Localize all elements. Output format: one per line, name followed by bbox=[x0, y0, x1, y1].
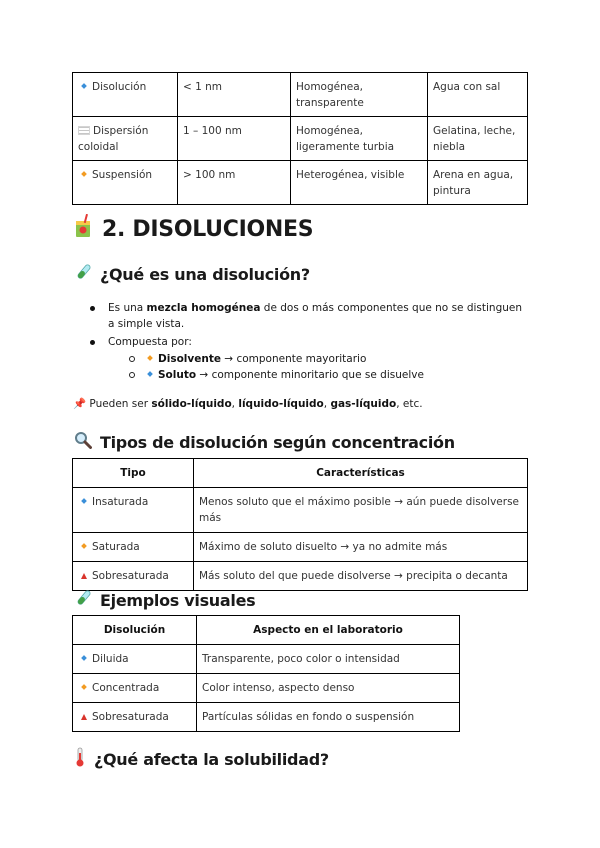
table-cell: Máximo de soluto disuelto → ya no admite más bbox=[194, 533, 528, 562]
table-cell: Gelatina, leche, niebla bbox=[428, 117, 528, 161]
table-cell: Agua con sal bbox=[428, 73, 528, 117]
juice-box-icon bbox=[74, 214, 94, 244]
table-cell: Menos soluto que el máximo posible → aún puede disolverse más bbox=[194, 488, 528, 533]
table-cell: Transparente, poco color o intensidad bbox=[197, 645, 460, 674]
table-cell: 1 – 100 nm bbox=[178, 117, 291, 161]
lines-icon bbox=[78, 126, 90, 135]
blue-diamond-icon bbox=[81, 655, 87, 661]
table-row bbox=[73, 117, 528, 161]
table-cell: Saturada bbox=[73, 533, 194, 562]
subsection-title-solubility: ¿Qué afecta la solubilidad? bbox=[74, 747, 329, 771]
thermometer-icon bbox=[74, 747, 86, 771]
blue-diamond-icon bbox=[147, 371, 153, 377]
blue-diamond-icon bbox=[81, 498, 87, 504]
table-cell: Partículas sólidas en fondo o suspensión bbox=[197, 703, 460, 732]
list-item: Compuesta por: Disolvente → componente mayoritario Soluto → componente minoritario que se disuelve bbox=[88, 334, 528, 383]
subsection-title-examples: Ejemplos visuales bbox=[74, 589, 255, 611]
orange-diamond-icon bbox=[81, 171, 87, 177]
column-header: Aspecto en el laboratorio bbox=[197, 616, 460, 645]
red-triangle-icon bbox=[81, 573, 87, 579]
table-cell: Sobresaturada bbox=[73, 562, 194, 591]
table-row bbox=[73, 161, 528, 205]
table-row bbox=[73, 703, 460, 732]
table-cell: Homogénea, ligeramente turbia bbox=[291, 117, 428, 161]
orange-diamond-icon bbox=[81, 543, 87, 549]
table-header-row bbox=[73, 459, 528, 488]
dispersion-comparison-table bbox=[72, 72, 528, 205]
subsection-title-types: Tipos de disolución según concentración bbox=[74, 431, 455, 453]
table-row bbox=[73, 645, 460, 674]
table-row bbox=[73, 562, 528, 591]
subsection-title-what: ¿Qué es una disolución? bbox=[74, 263, 310, 285]
table-cell: Homogénea, transparente bbox=[291, 73, 428, 117]
table-cell: Arena en agua, pintura bbox=[428, 161, 528, 205]
list-item: Soluto → componente minoritario que se disuelve bbox=[128, 367, 528, 383]
list-item: Disolvente → componente mayoritario bbox=[128, 351, 528, 367]
table-row bbox=[73, 73, 528, 117]
table-row bbox=[73, 488, 528, 533]
table-row bbox=[73, 533, 528, 562]
table-header-row bbox=[73, 616, 460, 645]
table-cell: Heterogénea, visible bbox=[291, 161, 428, 205]
orange-diamond-icon bbox=[81, 684, 87, 690]
concentration-types-table bbox=[72, 458, 528, 591]
definition-list bbox=[88, 300, 528, 385]
column-header: Características bbox=[194, 459, 528, 488]
table-cell: Suspensión bbox=[73, 161, 178, 205]
table-cell: < 1 nm bbox=[178, 73, 291, 117]
note-paragraph: 📌 Pueden ser sólido-líquido, líquido-líquido, gas-líquido, etc. bbox=[73, 398, 423, 410]
red-triangle-icon bbox=[81, 714, 87, 720]
table-cell: > 100 nm bbox=[178, 161, 291, 205]
table-cell: Concentrada bbox=[73, 674, 197, 703]
column-header: Tipo bbox=[73, 459, 194, 488]
table-cell: Color intenso, aspecto denso bbox=[197, 674, 460, 703]
column-header: Disolución bbox=[73, 616, 197, 645]
table-cell: Insaturada bbox=[73, 488, 194, 533]
visual-examples-table bbox=[72, 615, 460, 732]
pushpin-icon: 📌 bbox=[73, 398, 87, 410]
orange-diamond-icon bbox=[147, 355, 153, 361]
table-cell: Dispersión coloidal bbox=[73, 117, 178, 161]
table-cell: Disolución bbox=[73, 73, 178, 117]
blue-diamond-icon bbox=[81, 83, 87, 89]
table-row bbox=[73, 674, 460, 703]
test-tube-icon bbox=[74, 263, 92, 285]
table-cell: Diluida bbox=[73, 645, 197, 674]
section-title: 2. DISOLUCIONES bbox=[74, 214, 313, 244]
test-tube-icon bbox=[74, 589, 92, 611]
table-cell: Sobresaturada bbox=[73, 703, 197, 732]
magnifier-icon bbox=[74, 431, 92, 453]
table-cell: Más soluto del que puede disolverse → precipita o decanta bbox=[194, 562, 528, 591]
list-item: Es una mezcla homogénea de dos o más componentes que no se distinguen a simple vista. bbox=[88, 300, 528, 332]
